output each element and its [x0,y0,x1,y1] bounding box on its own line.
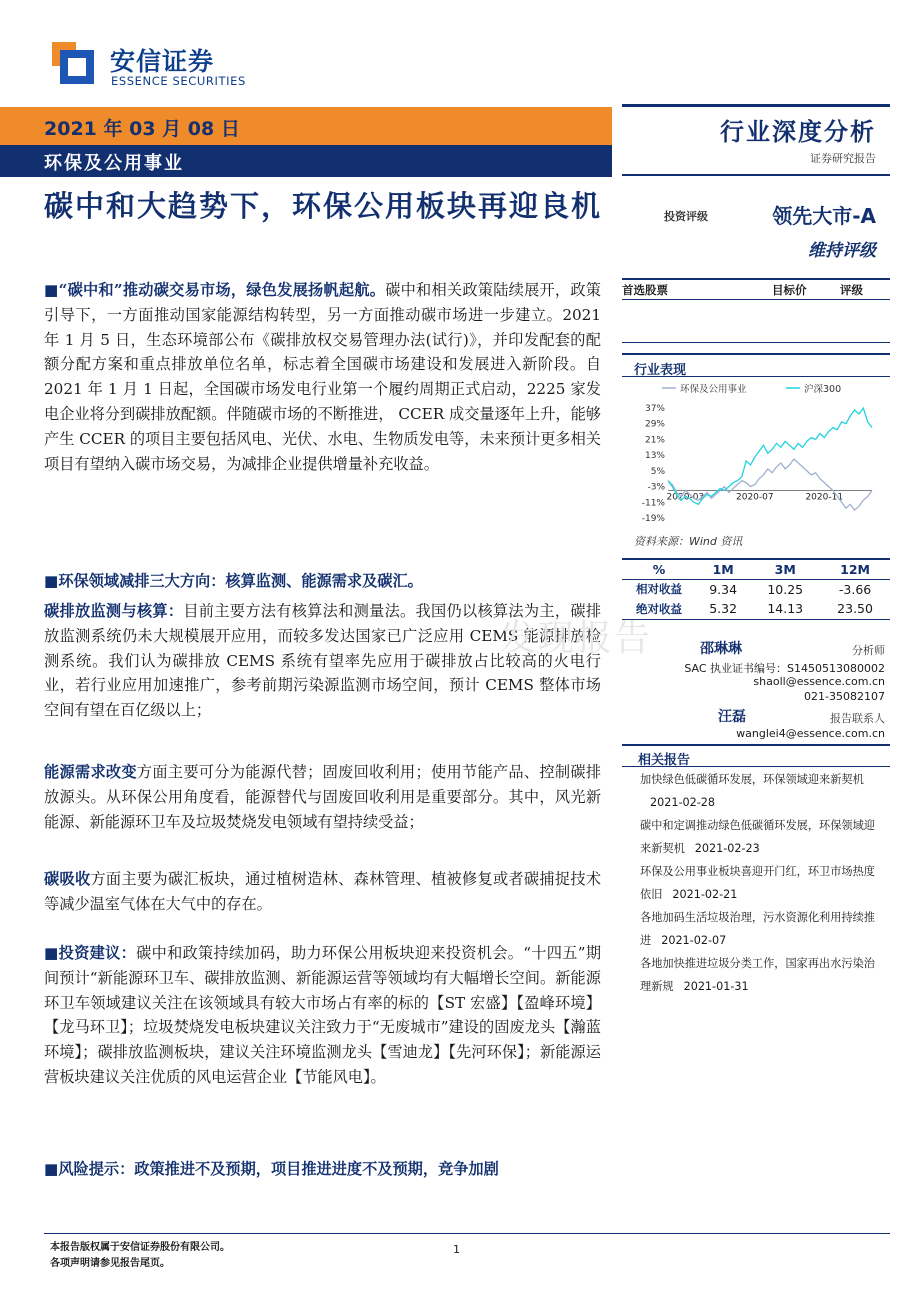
paragraph-investment [44,941,601,1090]
contact-name: 汪磊 [718,709,746,725]
analyst-license: SAC 执业证书编号：S1450513080002 [684,662,885,675]
returns-cell: 9.34 [709,581,738,597]
series-line [668,408,872,504]
y-tick-label: -19% [641,514,665,524]
returns-cell: 10.25 [767,581,804,597]
returns-cell: 14.13 [750,599,820,619]
paragraph-carbon-sink [44,867,601,917]
analyst-name: 邵琳琳 [700,641,742,657]
rating-value: 领先大市-A [772,204,876,228]
related-reports-list [640,768,885,998]
related-report-item[interactable] [640,768,885,814]
returns-header-cell: 3M [750,559,820,579]
returns-table [622,558,890,620]
y-tick-label: 21% [644,435,665,446]
related-report-title: 环保及公用事业板块喜迎开门红，环卫市场热度依旧 [640,865,875,901]
report-subtype: 证券研究报告 [810,152,876,165]
returns-row-label: 绝对收益 [622,599,696,619]
logo-name-en: ESSENCE SECURITIES [111,74,246,88]
related-report-date: 2021-02-21 [672,888,738,901]
performance-chart [622,380,890,528]
related-report-date: 2021-02-07 [661,934,727,947]
performance-heading: 行业表现 [622,353,890,377]
returns-header-cell: 1M [696,559,750,579]
y-tick-label: 29% [644,419,665,430]
rating-status: 维持评级 [808,241,876,261]
paragraph-lead: 投资建议： [58,944,137,962]
bullet-icon: ■ [44,281,59,299]
watermark: 发现报告 [500,618,653,659]
top-picks-header [622,278,890,300]
returns-header-row [622,559,890,579]
report-date: 2021 年 03 月 08 日 [44,118,240,140]
top-picks-divider [622,342,890,343]
returns-cell: -3.66 [838,581,872,597]
returns-row-relative [622,579,890,599]
section-heading-directions [44,569,601,593]
footer-disclaimer: 各项声明请参见报告尾页。 [50,1258,170,1269]
returns-cell: 23.50 [820,599,890,619]
industry-name: 环保及公用事业 [44,153,184,174]
y-tick-label: 13% [644,451,665,462]
related-report-item[interactable] [640,906,885,952]
paragraph-energy-demand [44,760,601,834]
report-title: 碳中和大趋势下，环保公用板块再迎良机 [44,189,603,223]
risk-warning-text: 风险提示：政策推进不及预期，项目推进进度不及预期，竞争加剧 [58,1160,499,1178]
logo-name-cn: 安信证券 [110,47,215,76]
related-reports-heading: 相关报告 [622,744,890,767]
related-report-item[interactable] [640,814,885,860]
returns-header-cell: % [622,559,696,579]
bullet-icon: ■ [44,572,59,590]
rating-label: 投资评级 [664,210,708,223]
y-tick-label: 5% [650,466,665,477]
contact-email[interactable]: wanglei4@essence.com.cn [736,727,885,740]
y-tick-label: -11% [641,498,665,509]
chart-source: 资料来源：Wind 资讯 [634,535,743,548]
x-tick-label: 2020-11 [805,492,844,503]
performance-chart-svg [622,380,890,528]
paragraph-text: 碳中和相关政策陆续展开，政策引导下，一方面推动国家能源结构转型，另一方面推动碳市场进一步建立。2021 年 1 月 5 日，生态环境部公布《碳排放权交易管理办法(试行)》，并印发配套的配额分配方案和重点排放单位名单，标志着全国碳市场建设和发展进入新阶段。自 2021 年 1 月 1 日起，全国碳市场发电行业第一个履约周期正式启动，2225 家发电企业将分到碳排放配额。伴随碳市场的不断推进， CCER 成交量逐年上升，能够产生 CCER 的项目主要包括风电、光伏、水电、生物质发电等，未来预计更多相关项目有望纳入碳市场交易，为减排企业提供增量补充收益。 [44,281,601,473]
paragraph-lead: 能源需求改变 [44,763,137,781]
paragraph-text: 方面主要为碳汇板块，通过植树造林、森林管理、植被修复或者碳捕捉技术等减少温室气体在大气中的存在。 [44,870,602,913]
returns-row-absolute [622,599,890,619]
footer-copyright: 本报告版权属于安信证券股份有限公司。 [50,1242,230,1253]
paragraph-text: 方面主要可分为能源代替；固废回收利用；使用节能产品、控制碳排放源头。从环保公用角度看，能源替代与固废回收利用是重要部分。其中，风光新能源、新能源环卫车及垃圾焚烧发电领域有望持续受益； [44,763,602,831]
related-report-date: 2021-02-23 [694,842,760,855]
related-report-item[interactable] [640,952,885,998]
paragraph-lead: “碳中和”推动碳交易市场，绿色发展扬帆起航。 [58,281,386,299]
top-picks-col-rating: 评级 [840,283,863,297]
top-picks-col-target: 目标价 [772,283,807,297]
returns-header-cell: 12M [820,559,890,579]
related-report-date: 2021-02-28 [650,796,716,809]
related-report-title: 各地加快推进垃圾分类工作，国家再出水污染治理新规 [640,957,875,993]
company-logo [50,40,250,92]
paragraph-carbon-market [44,278,601,476]
y-tick-label: 37% [644,404,665,414]
report-type-rule-bottom [622,174,890,176]
paragraph-text: 目前主要方法有核算法和测量法。我国仍以核算法为主，碳排放监测系统仍未大规模展开应用，而较多发达国家已广泛应用 CEMS 能源排放检测系统。我们认为碳排放 CEMS 系统有望率先应用于碳排放占比较高的火电行业，若行业应用加速推广，参考前期污染源监测市场空间，预计 CEMS 整体市场空间有望在百亿级以上； [44,602,602,720]
footer-divider [44,1233,890,1234]
related-report-title: 碳中和定调推动绿色低碳循环发展，环保领域迎来新契机 [640,819,875,855]
returns-cell: 5.32 [696,599,750,619]
risk-warning [44,1157,601,1181]
related-report-date: 2021-01-31 [683,980,749,993]
x-tick-label: 2020-03 [666,492,705,503]
y-tick-label: -3% [647,482,665,493]
legend-label: 沪深300 [804,384,842,395]
bullet-icon: ■ [44,1160,59,1178]
page-number: 1 [453,1243,460,1256]
contact-role: 报告联系人 [830,712,885,725]
related-report-title: 加快绿色低碳循环发展，环保领域迎来新契机 [640,773,864,786]
related-report-title: 各地加码生活垃圾治理，污水资源化利用持续推进 [640,911,875,947]
related-report-item[interactable] [640,860,885,906]
section-heading-text: 环保领域减排三大方向：核算监测、能源需求及碳汇。 [58,572,423,590]
report-type-rule-top [622,104,890,107]
bullet-icon: ■ [44,944,59,962]
paragraph-lead: 碳吸收 [44,870,91,888]
paragraph-lead: 碳排放监测与核算： [44,602,184,620]
returns-row-label: 相对收益 [636,582,682,597]
analyst-phone: 021-35082107 [804,690,885,703]
legend-label: 环保及公用事业 [680,384,747,395]
logo-mark-icon [50,40,98,88]
paragraph-text: 碳中和政策持续加码，助力环保公用板块迎来投资机会。“十四五”期间预计“新能源环卫车、碳排放监测、新能源运营等领域均有大幅增长空间。新能源环卫车领域建议关注在该领域具有较大市场占有率的标的【ST 宏盛】【盈峰环境】【龙马环卫】；垃圾焚烧发电板块建议关注致力于“无废城市”建设的固废龙头【瀚蓝环境】；碳排放监测板块，建议关注环境监测龙头【雪迪龙】【先河环保】；新能源运营板块建议关注优质的风电运营企业【节能风电】。 [44,944,602,1086]
report-type: 行业深度分析 [720,118,876,146]
analyst-email[interactable]: shaoll@essence.com.cn [753,675,885,688]
top-picks-col-stock: 首选股票 [622,283,668,297]
footer-notice [50,1240,230,1272]
analyst-role: 分析师 [852,644,885,657]
x-tick-label: 2020-07 [736,492,774,503]
